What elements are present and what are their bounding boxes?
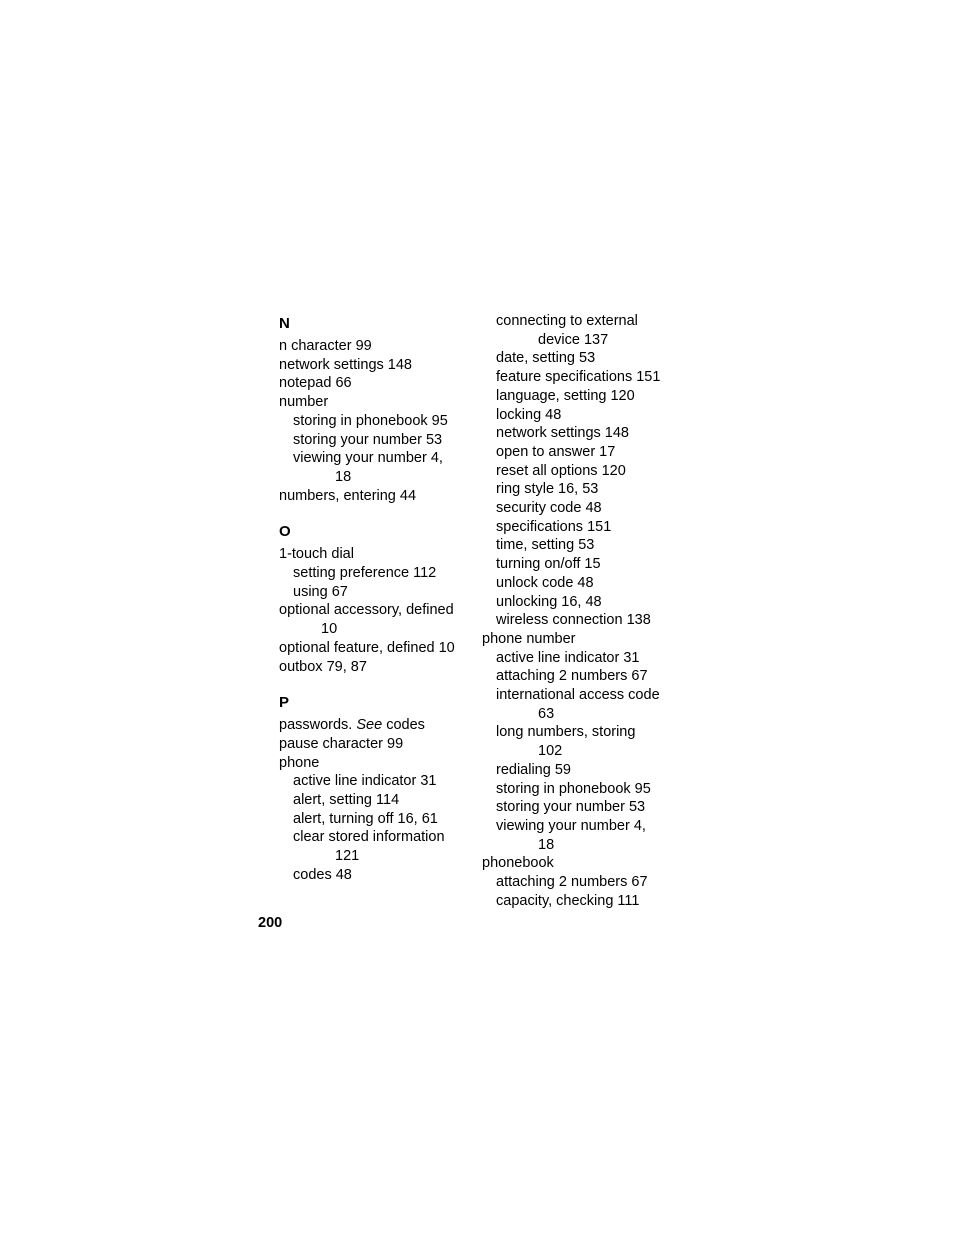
index-subentry: network settings 148	[496, 425, 629, 442]
index-subentry: storing in phonebook 95	[293, 412, 448, 429]
index-entry-continuation: 10	[321, 621, 338, 638]
index-entry: phone	[279, 754, 320, 771]
index-entry: network settings 148	[279, 356, 412, 373]
index-subentry: viewing your number 4,	[293, 450, 443, 467]
index-column-right	[482, 312, 682, 911]
index-entry: pause character 99	[279, 735, 404, 752]
index-subentry: active line indicator 31	[293, 773, 437, 790]
index-entry: phone number	[482, 630, 576, 647]
index-entry-continuation: device 137	[538, 331, 609, 348]
index-entry-continuation: 63	[538, 705, 555, 722]
index-subentry: open to answer 17	[496, 443, 616, 460]
index-entry: outbox 79, 87	[279, 658, 367, 675]
index-subentry: feature specifications 151	[496, 369, 661, 386]
index-column-left	[279, 312, 469, 885]
index-entry-continuation: 121	[335, 848, 360, 865]
section-gap	[279, 676, 469, 691]
index-subentry: storing your number 53	[293, 431, 443, 448]
see-reference: See	[356, 717, 383, 734]
index-subentry: locking 48	[496, 406, 562, 423]
index-subentry: connecting to external	[496, 313, 638, 329]
index-subentry: clear stored information	[293, 829, 445, 846]
index-subentry: language, setting 120	[496, 387, 635, 404]
index-subentry: turning on/off 15	[496, 556, 601, 573]
section-heading-o: O	[279, 523, 291, 541]
index-subentry: long numbers, storing	[496, 724, 636, 741]
index-subentry: attaching 2 numbers 67	[496, 668, 648, 685]
index-subentry: security code 48	[496, 500, 602, 517]
index-entry-continuation: 18	[335, 468, 352, 485]
index-entry: number	[279, 394, 329, 411]
index-subentry: setting preference 112	[293, 565, 437, 582]
index-subentry: codes 48	[293, 866, 352, 883]
index-entry: 1-touch dial	[279, 546, 354, 563]
index-subentry: active line indicator 31	[496, 649, 640, 666]
index-entry: optional accessory, defined	[279, 602, 454, 619]
index-subentry: unlock code 48	[496, 574, 594, 591]
entry-text: passwords.	[279, 717, 357, 734]
index-entry-continuation: 18	[538, 836, 555, 853]
index-subentry: unlocking 16, 48	[496, 593, 602, 610]
index-subentry: alert, turning off 16, 61	[293, 810, 438, 827]
page-number: 200	[258, 915, 283, 931]
index-subentry: wireless connection 138	[496, 612, 651, 629]
index-subentry: capacity, checking 111	[496, 892, 640, 909]
index-subentry: alert, setting 114	[293, 792, 400, 809]
index-entry: phonebook	[482, 855, 554, 872]
index-entry: optional feature, defined 10	[279, 639, 455, 656]
index-subentry: storing in phonebook 95	[496, 780, 651, 797]
index-subentry: date, setting 53	[496, 350, 596, 367]
index-entry-continuation: 102	[538, 743, 563, 760]
index-subentry: redialing 59	[496, 761, 571, 778]
section-heading-p: P	[279, 694, 290, 712]
index-subentry: specifications 151	[496, 518, 612, 535]
index-subentry: ring style 16, 53	[496, 481, 599, 498]
index-subentry: international access code	[496, 687, 660, 704]
index-entry: n character 99	[279, 338, 372, 354]
index-entry	[279, 716, 469, 735]
entry-text-after: codes	[382, 717, 425, 734]
index-subentry: viewing your number 4,	[496, 817, 646, 834]
index-entry: notepad 66	[279, 375, 352, 392]
index-subentry: reset all options 120	[496, 462, 626, 479]
index-subentry: attaching 2 numbers 67	[496, 874, 648, 891]
index-subentry: storing your number 53	[496, 799, 646, 816]
index-subentry: using 67	[293, 583, 348, 600]
section-gap	[279, 505, 469, 520]
section-heading-n: N	[279, 315, 290, 332]
index-subentry: time, setting 53	[496, 537, 595, 554]
index-entry: numbers, entering 44	[279, 487, 417, 504]
